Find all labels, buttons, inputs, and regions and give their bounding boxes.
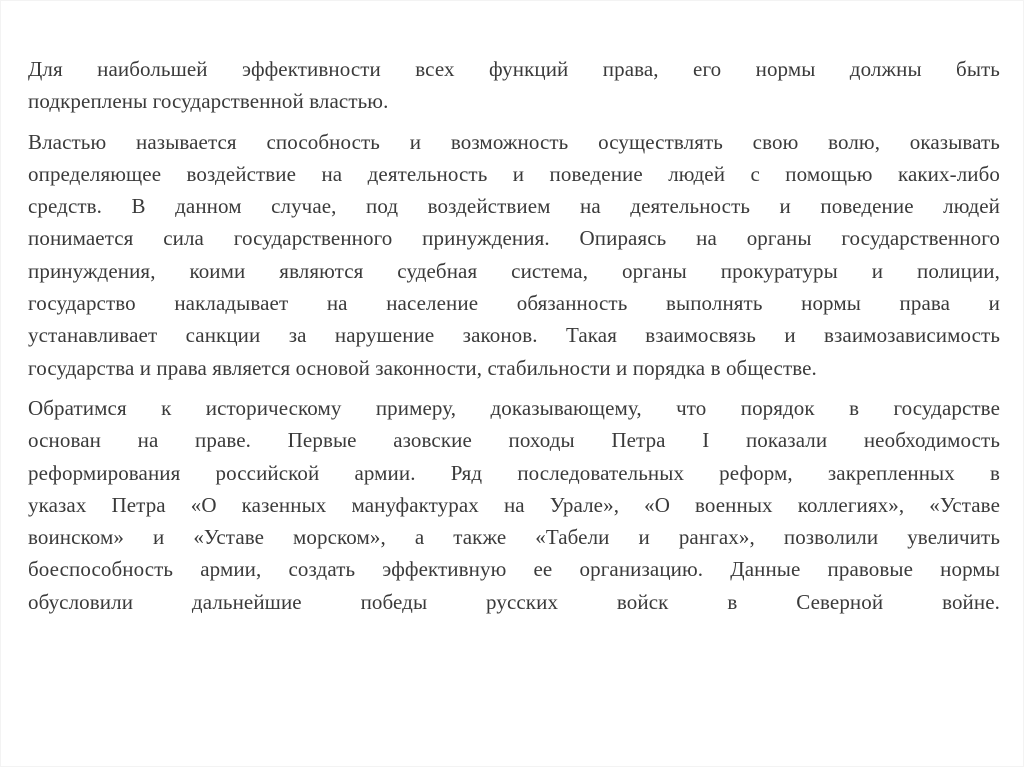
paragraph-3: [28, 392, 1000, 618]
text-line: государство накладывает на население обязанность выполнять нормы права и: [28, 291, 1000, 316]
text-line: воинском» и «Уставе морском», а также «Табели и рангах», позволили увеличить: [28, 525, 1000, 550]
text-line: указах Петра «О казенных мануфактурах на Урале», «О военных коллегиях», «Уставе: [28, 492, 1000, 517]
text-line: боеспособность армии, создать эффективную ее организацию. Данные правовые нормы: [28, 557, 1000, 582]
text-line: основан на праве. Первые азовские походы Петра I показали необходимость: [28, 428, 1000, 453]
text-line: подкреплены государственной властью.: [28, 89, 389, 114]
paragraph-2: [28, 126, 1000, 384]
paragraph-1: [28, 53, 1000, 118]
text-line: средств. В данном случае, под воздействием на деятельность и поведение людей: [28, 194, 1000, 219]
text-line: принуждения, коими являются судебная система, органы прокуратуры и полиции,: [28, 258, 1000, 283]
text-line: понимается сила государственного принуждения. Опираясь на органы государственного: [28, 226, 1000, 251]
text-line: Для наибольшей эффективности всех функций права, его нормы должны быть: [28, 57, 1000, 81]
text-line: Властью называется способность и возможность осуществлять свою волю, оказывать: [28, 129, 1000, 154]
text-line: реформирования российской армии. Ряд последовательных реформ, закрепленных в: [28, 460, 1000, 485]
text-line: обусловили дальнейшие победы русских войск в Северной войне.: [28, 589, 1000, 614]
text-line: государства и права является основой законности, стабильности и порядка в обществе.: [28, 355, 817, 380]
text-line: определяющее воздействие на деятельность и поведение людей с помощью каких-либо: [28, 161, 1000, 186]
text-line: устанавливает санкции за нарушение законов. Такая взаимосвязь и взаимозависимость: [28, 323, 1000, 348]
text-line: Обратимся к историческому примеру, доказывающему, что порядок в государстве: [28, 395, 1000, 420]
document-body: [28, 53, 1000, 626]
